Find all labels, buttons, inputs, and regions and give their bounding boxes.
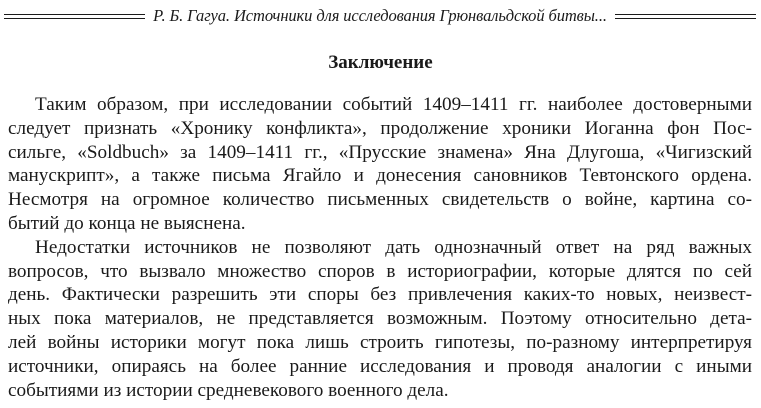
text-line: день. Фактически разрешить эти споры без привлечения каких-то новых, неизвест- (8, 284, 752, 306)
paragraph-1 (8, 93, 752, 236)
text-line: Недостатки источников не позволяют дать однозначный ответ на ряд важных (35, 236, 752, 258)
text-line: Таким образом, при исследовании событий 1409–1411 гг. наиболее достоверными (35, 94, 752, 115)
text-line: Несмотря на огромное количество письменных свидетельств о войне, картина со- (8, 189, 752, 211)
text-line: бытий до конца не выяснена. (8, 212, 246, 234)
text-line: лей войны историки могут пока лишь строить гипотезы, по-разному интерпретируя (8, 331, 752, 353)
header-rule-left (4, 14, 145, 19)
running-header (4, 3, 756, 29)
text-line: сильге, «Soldbuch» за 1409–1411 гг., «Прусские знамена» Яна Длугоша, «Чигизский (8, 141, 752, 163)
body-text (8, 93, 752, 402)
text-line: следует признать «Хронику конфликта», продолжение хроники Иоганна фон Пос- (8, 117, 752, 139)
running-title: Р. Б. Гагуа. Источники для исследования Грюнвальдской битвы... (153, 6, 607, 25)
text-line: вопросов, что вызвало множество споров в историографии, которые длятся по сей (8, 260, 752, 282)
paragraph-2 (8, 236, 752, 403)
header-rule-right (615, 14, 756, 19)
text-line: манускрипт», а также письма Ягайло и донесения сановников Тевтонского ордена. (8, 165, 752, 187)
text-line: событиями из истории средневекового военного дела. (8, 379, 449, 401)
section-title: Заключение (328, 52, 433, 73)
text-line: источники, опираясь на более ранние исследования и проводя аналогии с иными (8, 355, 752, 377)
text-line: ных пока материалов, не представляется возможным. Поэтому относительно дета- (8, 308, 752, 330)
